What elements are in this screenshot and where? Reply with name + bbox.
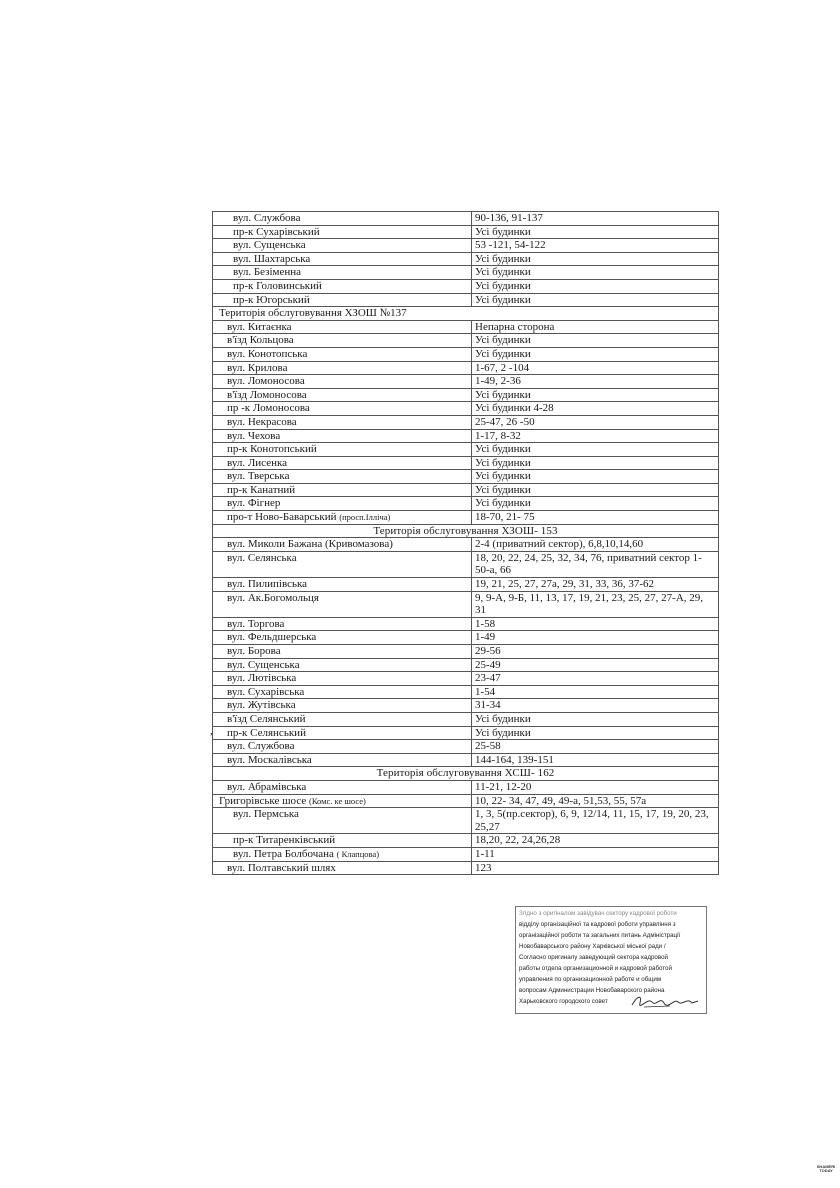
street-name-cell xyxy=(213,591,472,617)
table-row xyxy=(213,753,719,767)
street-name: вул. Лютівська xyxy=(227,672,297,685)
table-row xyxy=(213,591,719,617)
street-name-cell xyxy=(213,740,472,754)
street-name: вул. Селянська xyxy=(227,551,297,564)
street-name-cell xyxy=(213,279,472,293)
house-numbers-cell: 1-49, 2-36 xyxy=(472,375,719,389)
house-numbers-cell: Усі будинки xyxy=(472,712,719,726)
street-name-cell xyxy=(213,712,472,726)
territory-table xyxy=(212,211,719,875)
street-name: вул. Петра Болбочана xyxy=(233,847,337,860)
house-numbers-cell: Усі будинки xyxy=(472,252,719,266)
street-name-cell xyxy=(213,483,472,497)
street-name-cell xyxy=(213,429,472,443)
street-name: пр-к Югорський xyxy=(233,293,310,306)
house-numbers-cell: 1-17, 8-32 xyxy=(472,429,719,443)
house-numbers-cell: Усі будинки xyxy=(472,456,719,470)
street-name: пр-к Головинський xyxy=(233,279,322,292)
table-row xyxy=(213,834,719,848)
table-row xyxy=(213,645,719,659)
street-name-cell xyxy=(213,685,472,699)
stamp-line: організаційної роботи та загальних питань Адміністрації xyxy=(519,932,681,939)
street-name-cell xyxy=(213,388,472,402)
street-name-cell xyxy=(213,551,472,577)
house-numbers-cell: 29-56 xyxy=(472,645,719,659)
street-name-cell xyxy=(213,266,472,280)
house-numbers-cell: 25-58 xyxy=(472,740,719,754)
street-name: вул. Сущенська xyxy=(233,239,306,252)
table-row xyxy=(213,347,719,361)
table-row xyxy=(213,429,719,443)
street-name: вул. Некрасова xyxy=(227,415,297,428)
house-numbers-cell: 10, 22- 34, 47, 49, 49-а, 51,53, 55, 57а xyxy=(472,794,719,808)
house-numbers-cell: 123 xyxy=(472,861,719,875)
house-numbers-cell: 2-4 (приватний сектор), 6,8,10,14,60 xyxy=(472,538,719,552)
house-numbers-cell: Усі будинки 4-28 xyxy=(472,402,719,416)
section-header: Територія обслуговування ХСШ- 162 xyxy=(213,767,719,781)
table-row xyxy=(213,388,719,402)
house-numbers-cell: Усі будинки xyxy=(472,483,719,497)
table-row xyxy=(213,861,719,875)
street-name-cell xyxy=(213,443,472,457)
street-name-cell xyxy=(213,847,472,861)
house-numbers-cell: 19, 21, 25, 27, 27а, 29, 31, 33, 36, 37-62 xyxy=(472,578,719,592)
street-name: вул. Пермська xyxy=(233,808,299,821)
street-name: вул. Службова xyxy=(233,212,301,224)
stamp-line: вопросам Администрации Новобаварского района xyxy=(519,987,665,994)
table-row xyxy=(213,794,719,808)
house-numbers-cell: 25-47, 26 -50 xyxy=(472,415,719,429)
street-name-cell xyxy=(213,726,472,740)
table-row xyxy=(213,443,719,457)
house-numbers-cell: 18-70, 21- 75 xyxy=(472,511,719,525)
section-header: Територія обслуговування ХЗОШ- 153 xyxy=(213,524,719,538)
street-name: вул. Абрамівська xyxy=(227,780,307,793)
table-row xyxy=(213,456,719,470)
house-numbers-cell: Усі будинки xyxy=(472,470,719,484)
table-row xyxy=(213,497,719,511)
street-name: вул. Шахтарська xyxy=(233,252,311,265)
stamp-line: Новобаварського району Харківської міської ради / xyxy=(519,943,666,950)
house-numbers-cell: 18,20, 22, 24,26,28 xyxy=(472,834,719,848)
street-name-cell xyxy=(213,334,472,348)
street-name: вул. Ак.Богомольця xyxy=(227,591,319,604)
street-name-cell xyxy=(213,538,472,552)
stamp-line: Харьковского городского совет xyxy=(519,998,608,1005)
street-name: вул. Ломоносова xyxy=(227,375,305,388)
table-row xyxy=(213,740,719,754)
house-numbers-cell: 1, 3, 5(пр.сектор), 6, 9, 12/14, 11, 15, 17, 19, 20, 23, 25,27 xyxy=(472,808,719,834)
street-name-cell xyxy=(213,293,472,307)
table-row xyxy=(213,483,719,497)
stamp-line: работы отдела организационной и кадровой работой xyxy=(519,965,672,972)
table-row xyxy=(213,415,719,429)
street-name-cell xyxy=(213,645,472,659)
street-name-cell xyxy=(213,658,472,672)
street-name-cell xyxy=(213,780,472,794)
street-name-cell xyxy=(213,497,472,511)
street-name: вул. Миколи Бажана (Кривомазова) xyxy=(227,538,393,551)
house-numbers-cell: 11-21, 12-20 xyxy=(472,780,719,794)
street-name: в'їзд Кольцова xyxy=(227,334,294,347)
table-row xyxy=(213,320,719,334)
house-numbers-cell: 25-49 xyxy=(472,658,719,672)
street-name-cell xyxy=(213,834,472,848)
street-name: про-т Ново-Баварський xyxy=(227,511,340,524)
house-numbers-cell: 90-136, 91-137 xyxy=(472,212,719,226)
house-numbers-cell: Усі будинки xyxy=(472,726,719,740)
section-header-row xyxy=(213,307,719,321)
street-name-cell xyxy=(213,861,472,875)
house-numbers-cell: 1-67, 2 -104 xyxy=(472,361,719,375)
table-row xyxy=(213,375,719,389)
street-name: пр-к Титаренківський xyxy=(233,834,336,847)
house-numbers-cell: 1-49 xyxy=(472,631,719,645)
street-name-cell xyxy=(213,212,472,226)
table-row xyxy=(213,658,719,672)
street-name-cell xyxy=(213,794,472,808)
house-numbers-cell: Усі будинки xyxy=(472,266,719,280)
street-name-cell xyxy=(213,320,472,334)
table-row xyxy=(213,293,719,307)
signature-icon xyxy=(630,993,700,1009)
house-numbers-cell: Усі будинки xyxy=(472,347,719,361)
street-name: вул. Торгова xyxy=(227,617,285,630)
table-row xyxy=(213,712,719,726)
street-name: вул. Полтавський шлях xyxy=(227,861,336,874)
house-numbers-cell: 1-11 xyxy=(472,847,719,861)
house-numbers-cell: 23-47 xyxy=(472,672,719,686)
street-name-cell xyxy=(213,375,472,389)
section-header: Територія обслуговування ХЗОШ №137 xyxy=(213,307,719,321)
house-numbers-cell: 144-164, 139-151 xyxy=(472,753,719,767)
street-name: вул. Фігнер xyxy=(227,497,281,510)
street-name: вул. Чехова xyxy=(227,429,281,442)
street-name-cell xyxy=(213,225,472,239)
street-name-cell xyxy=(213,511,472,525)
house-numbers-cell: 53 -121, 54-122 xyxy=(472,239,719,253)
house-numbers-cell: Непарна сторона xyxy=(472,320,719,334)
table-row xyxy=(213,780,719,794)
section-header-row xyxy=(213,767,719,781)
stray-mark: , xyxy=(210,725,213,737)
table-row xyxy=(213,470,719,484)
house-numbers-cell: 31-34 xyxy=(472,699,719,713)
table-row xyxy=(213,847,719,861)
street-name: Григорівське шосе xyxy=(219,794,309,807)
street-name-cell xyxy=(213,699,472,713)
table-row xyxy=(213,538,719,552)
section-header-row xyxy=(213,524,719,538)
table-row xyxy=(213,699,719,713)
table-row xyxy=(213,726,719,740)
street-name-cell xyxy=(213,402,472,416)
house-numbers-cell: Усі будинки xyxy=(472,497,719,511)
street-name-cell xyxy=(213,808,472,834)
street-name: вул. Жутівська xyxy=(227,699,296,712)
stamp-line: Согласно оригиналу заведующий сектора кадровой xyxy=(519,954,668,961)
street-name: вул. Крилова xyxy=(227,361,288,374)
table-row xyxy=(213,402,719,416)
street-name-cell xyxy=(213,456,472,470)
house-numbers-cell: Усі будинки xyxy=(472,443,719,457)
street-name: вул. Пилипівська xyxy=(227,578,308,591)
street-name: вул. Тверська xyxy=(227,470,290,483)
table-row xyxy=(213,239,719,253)
table-row xyxy=(213,334,719,348)
table-row xyxy=(213,685,719,699)
street-name: вул. Борова xyxy=(227,645,281,657)
street-name: вул. Москалівська xyxy=(227,753,312,766)
table-row xyxy=(213,617,719,631)
street-name: вул. Конотопська xyxy=(227,347,308,360)
house-numbers-cell: Усі будинки xyxy=(472,225,719,239)
former-name: (просп.Ілліча) xyxy=(339,512,391,523)
street-name-cell xyxy=(213,239,472,253)
street-name: вул. Сущенська xyxy=(227,658,300,671)
house-numbers-cell: Усі будинки xyxy=(472,388,719,402)
street-name: в'їзд Ломоносова xyxy=(227,388,307,401)
table-row xyxy=(213,212,719,226)
street-name: пр-к Селянський xyxy=(227,726,306,739)
house-numbers-cell: 9, 9-А, 9-Б, 11, 13, 17, 19, 21, 23, 25, 27, 27-А, 29, 31 xyxy=(472,591,719,617)
house-numbers-cell: 18, 20, 22, 24, 25, 32, 34, 76, приватний сектор 1-50-а, 66 xyxy=(472,551,719,577)
street-name-cell xyxy=(213,361,472,375)
street-name-cell xyxy=(213,672,472,686)
street-name-cell xyxy=(213,753,472,767)
street-name: пр-к Сухарівський xyxy=(233,225,320,238)
table-row xyxy=(213,672,719,686)
street-name-cell xyxy=(213,631,472,645)
street-name: пр-к Конотопський xyxy=(227,443,317,456)
street-name: вул. Фельдшерська xyxy=(227,631,317,644)
house-numbers-cell: 1-54 xyxy=(472,685,719,699)
former-name: ( Клапцова) xyxy=(336,848,380,859)
table-row xyxy=(213,361,719,375)
house-numbers-cell: Усі будинки xyxy=(472,293,719,307)
street-name-cell xyxy=(213,415,472,429)
house-numbers-cell: Усі будинки xyxy=(472,334,719,348)
street-name-cell xyxy=(213,578,472,592)
street-name: вул. Китаєнка xyxy=(227,320,292,333)
table-row xyxy=(213,578,719,592)
table-row xyxy=(213,631,719,645)
table-row xyxy=(213,279,719,293)
street-name: вул. Службова xyxy=(227,740,295,753)
street-name: вул. Сухарівська xyxy=(227,685,305,698)
street-name-cell xyxy=(213,617,472,631)
street-name-cell xyxy=(213,470,472,484)
house-numbers-cell: Усі будинки xyxy=(472,279,719,293)
stamp-line: управления по организационной работе и общим xyxy=(519,976,662,983)
street-name: вул. Безіменна xyxy=(233,266,302,279)
street-name: вул. Лисенка xyxy=(227,456,288,469)
table-row xyxy=(213,252,719,266)
stamp-line: відділу організаційної та кадрової роботи управління з xyxy=(519,921,676,928)
street-name: пр -к Ломоносова xyxy=(227,402,310,415)
former-name: (Комс. ке шосе) xyxy=(308,795,366,806)
table-row xyxy=(213,511,719,525)
street-name-cell xyxy=(213,347,472,361)
house-numbers-cell: 1-58 xyxy=(472,617,719,631)
street-name: в'їзд Селянський xyxy=(227,712,306,725)
street-name-cell xyxy=(213,252,472,266)
table-row xyxy=(213,225,719,239)
stamp-line: Згідно з оригіналом завідувач сектору кадрової роботи xyxy=(519,910,677,917)
watermark-logo: SHAMERI TODAY xyxy=(816,1164,836,1173)
table-row xyxy=(213,808,719,834)
table-row xyxy=(213,551,719,577)
street-name: пр-к Канатний xyxy=(227,483,296,496)
certification-stamp xyxy=(515,906,707,1014)
table-row xyxy=(213,266,719,280)
